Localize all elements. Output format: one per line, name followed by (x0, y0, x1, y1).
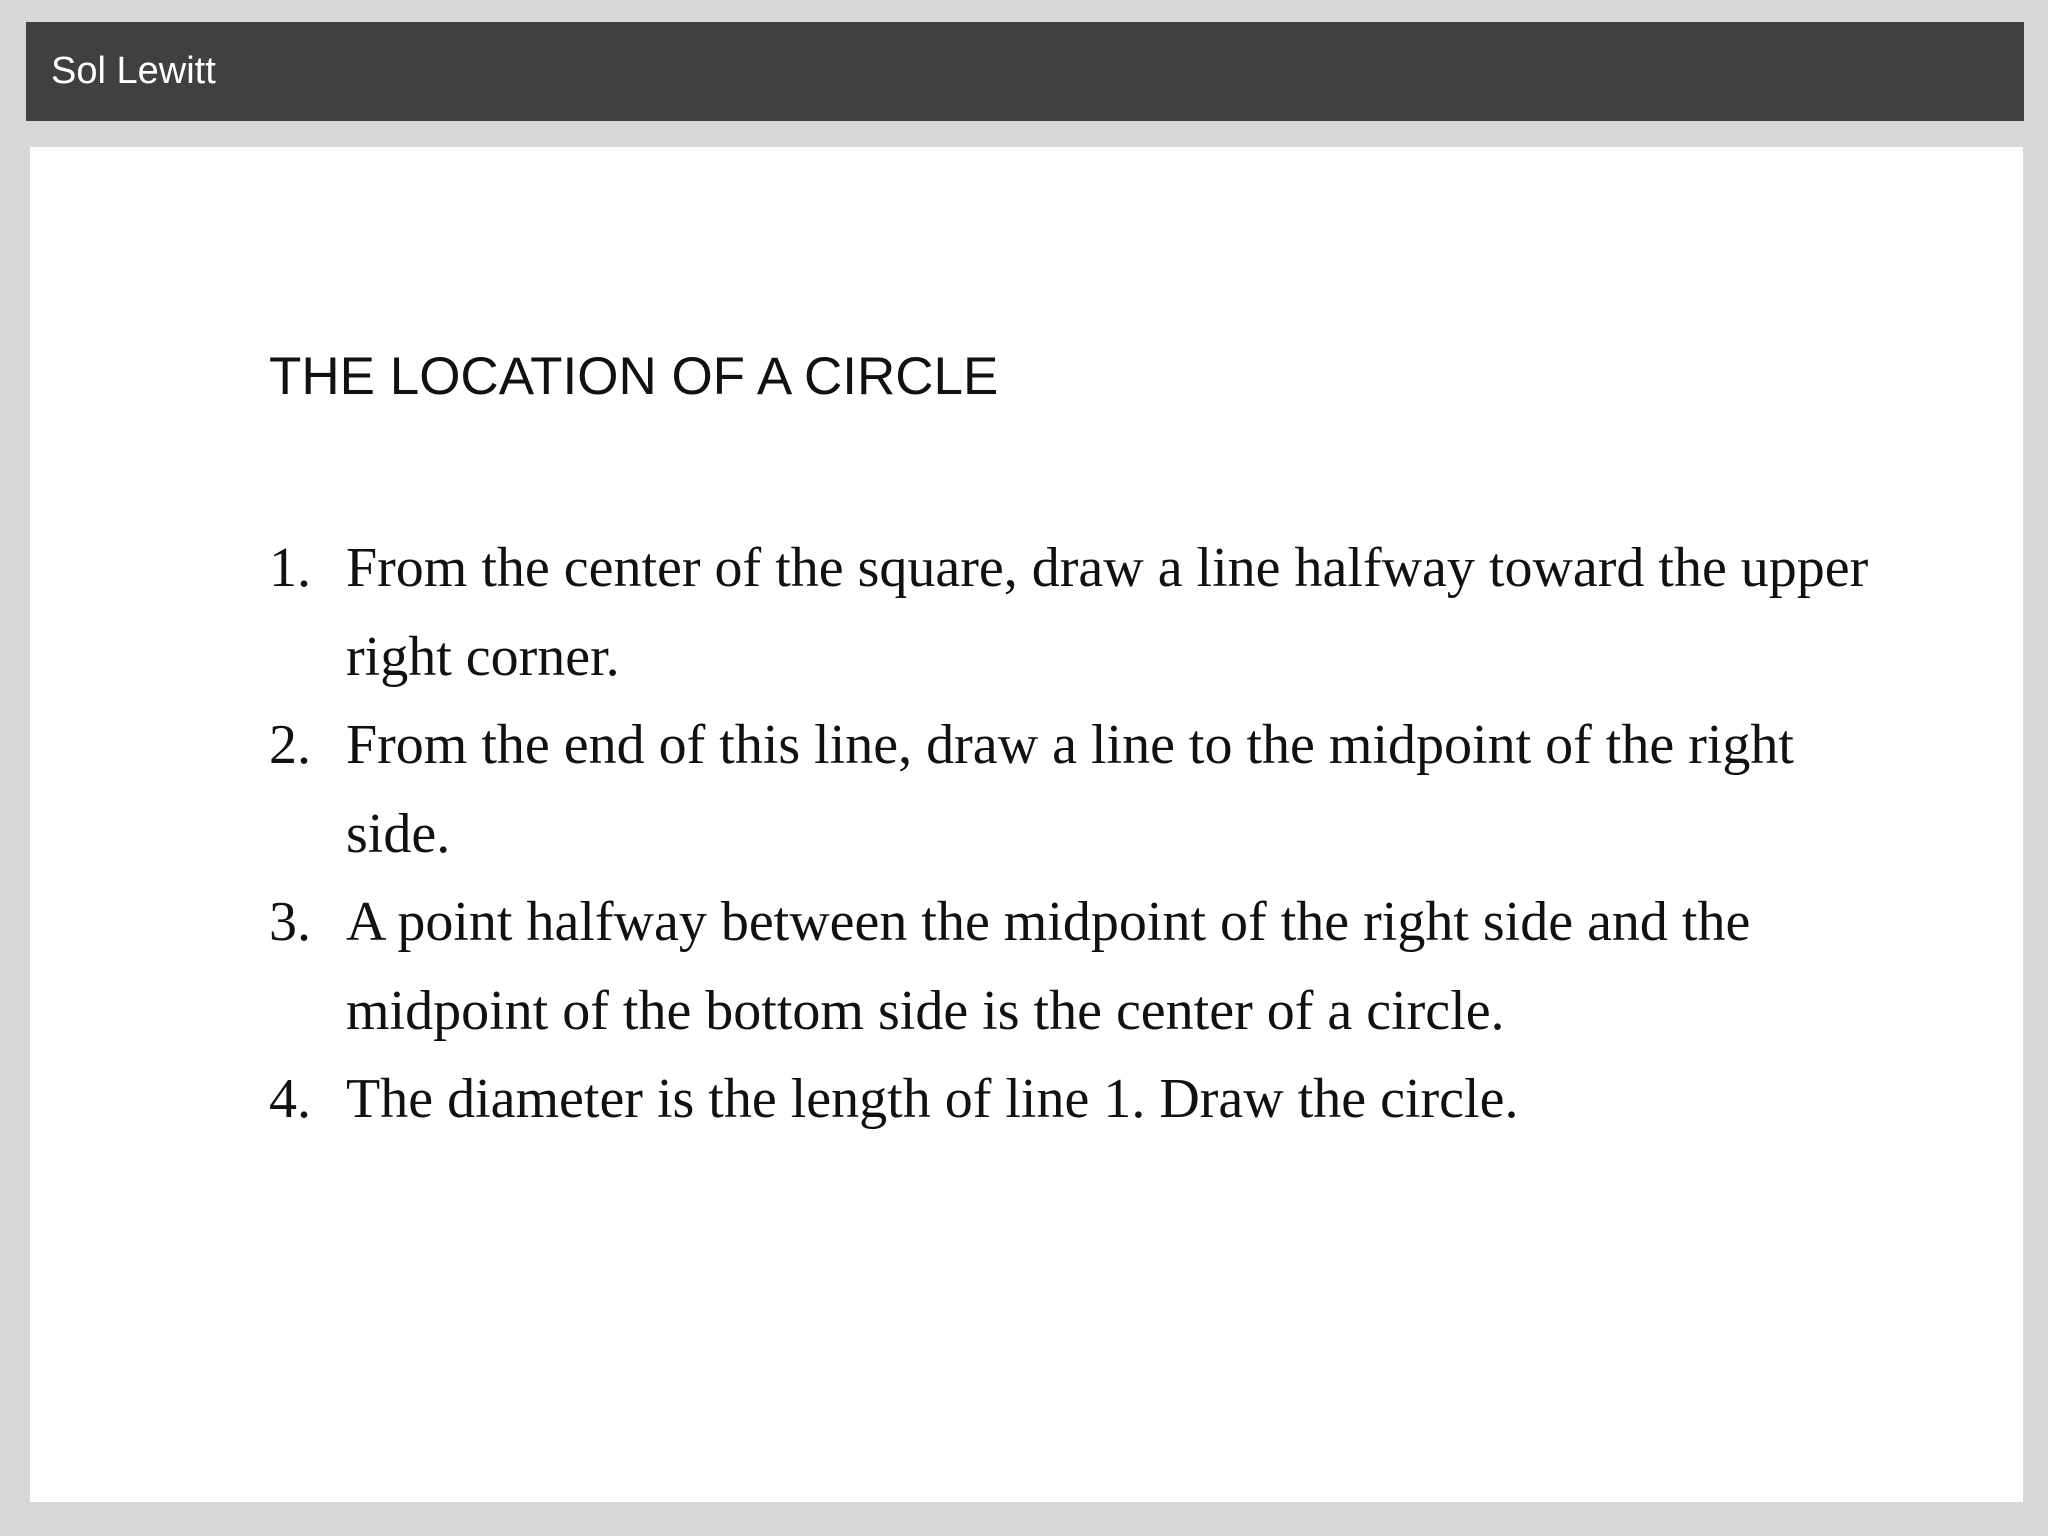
instruction-number: 3. (269, 891, 311, 953)
instruction-item-2 (269, 701, 1889, 878)
document-title: THE LOCATION OF A CIRCLE (269, 347, 999, 406)
instruction-number: 2. (269, 714, 311, 776)
instruction-text: A point halfway between the midpoint of the right side and the midpoint of the bottom side is the center of a circle. (346, 891, 1751, 1042)
instructions-list (269, 524, 1889, 1144)
instruction-item-4 (269, 1055, 1889, 1144)
instruction-item-3 (269, 878, 1889, 1055)
instruction-text: From the center of the square, draw a line halfway toward the upper right corner. (346, 537, 1869, 688)
instruction-text: From the end of this line, draw a line to the midpoint of the right side. (346, 714, 1794, 865)
instruction-number: 1. (269, 537, 311, 599)
header-title: Sol Lewitt (51, 50, 216, 92)
content-panel (30, 147, 2023, 1502)
instruction-text: The diameter is the length of line 1. Draw the circle. (346, 1068, 1519, 1130)
header-bar (26, 22, 2024, 121)
instruction-item-1 (269, 524, 1889, 701)
instruction-number: 4. (269, 1068, 311, 1130)
